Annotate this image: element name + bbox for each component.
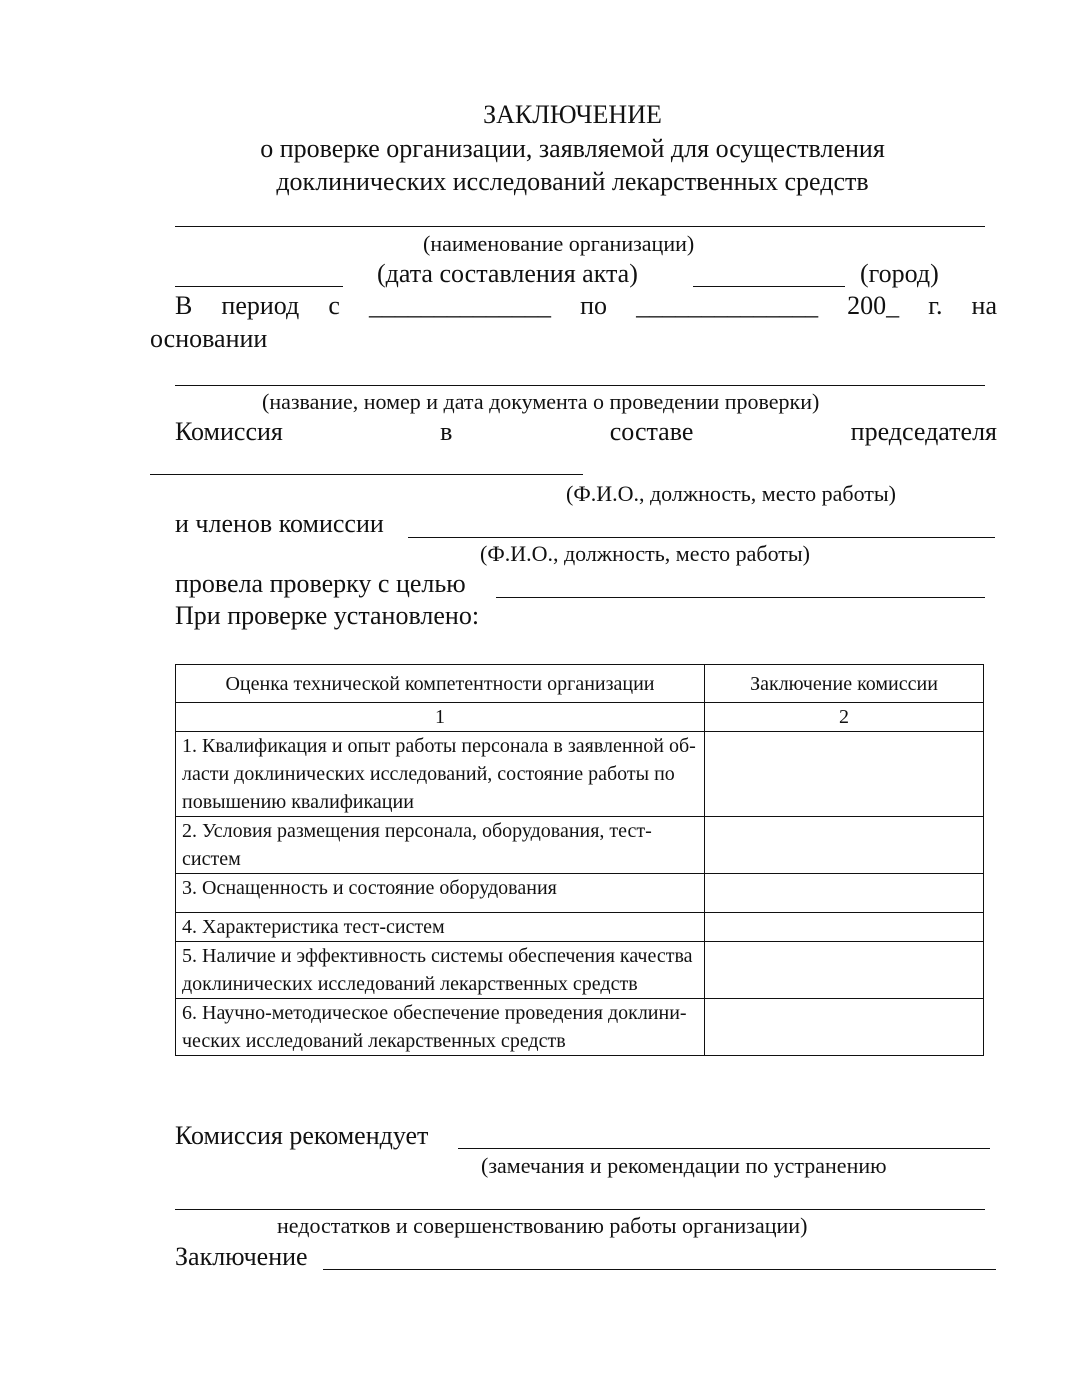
criterion-cell <box>176 732 705 817</box>
period-word-v: В <box>175 291 193 320</box>
document-subtitle-line1: о проверке организации, заявляемой для осуществления <box>260 134 885 163</box>
chairman-caption: (Ф.И.О., должность, место работы) <box>566 481 897 506</box>
recommends-label: Комиссия рекомендует <box>175 1121 429 1150</box>
column-number: 1 <box>176 703 705 732</box>
period-year: 200_ <box>847 291 900 320</box>
act-date-caption: (дата составления акта) <box>377 259 638 288</box>
criterion-cell <box>176 874 705 913</box>
conclusion-cell[interactable] <box>705 942 984 999</box>
criterion-text: 2. Условия размещения персонала, оборудования, тест- <box>182 820 652 842</box>
members-caption: (Ф.И.О., должность, место работы) <box>480 541 811 566</box>
criterion-text: 5. Наличие и эффективность системы обеспечения качества <box>182 945 693 967</box>
city-field[interactable] <box>693 286 845 287</box>
table-row <box>176 817 984 874</box>
period-word-on: на <box>971 291 997 320</box>
period-from-field[interactable]: ______________ <box>368 291 551 320</box>
commission-word-3: составе <box>609 417 694 446</box>
criterion-text: повышению квалификации <box>182 791 414 813</box>
commission-word-1: Комиссия <box>175 417 283 446</box>
commission-word-2: в <box>440 417 453 446</box>
criterion-text: систем <box>182 848 241 870</box>
criterion-cell <box>176 999 705 1056</box>
recommends-field-2[interactable] <box>175 1209 985 1210</box>
table-row <box>176 942 984 999</box>
recommend-caption-1: (замечания и рекомендации по устранению <box>481 1153 887 1178</box>
table-header-cell: Оценка технической компетентности организации <box>176 665 705 703</box>
table-row <box>176 999 984 1056</box>
purpose-field[interactable] <box>496 597 985 598</box>
document-field[interactable] <box>175 385 985 386</box>
conclusion-cell[interactable] <box>705 999 984 1056</box>
commission-line <box>175 417 997 447</box>
criterion-text: 3. Оснащенность и состояние оборудования <box>182 877 557 899</box>
column-number: 2 <box>705 703 984 732</box>
criterion-text: 6. Научно-методическое обеспечение проведения доклини- <box>182 1002 687 1024</box>
table-header-row <box>176 665 984 703</box>
period-word-to: по <box>580 291 607 320</box>
purpose-label: провела проверку с целью <box>175 569 466 598</box>
org-name-field[interactable] <box>175 226 985 227</box>
city-caption: (город) <box>860 259 939 288</box>
criterion-cell <box>176 817 705 874</box>
members-field[interactable] <box>408 537 995 538</box>
document-subtitle-line2: доклинических исследований лекарственных средств <box>276 167 869 196</box>
act-date-field[interactable] <box>175 286 343 287</box>
period-word-period: период <box>221 291 300 320</box>
table-number-row <box>176 703 984 732</box>
criterion-cell <box>176 913 705 942</box>
table-row <box>176 874 984 913</box>
period-line <box>175 291 997 321</box>
conclusion-cell[interactable] <box>705 913 984 942</box>
table-row <box>176 913 984 942</box>
members-label: и членов комиссии <box>175 509 384 538</box>
criterion-text: ческих исследований лекарственных средств <box>182 1030 566 1052</box>
period-word-from: с <box>328 291 340 320</box>
criterion-text: 4. Характеристика тест-систем <box>182 916 445 938</box>
basis-label: основании <box>150 324 268 353</box>
recommends-field[interactable] <box>458 1148 990 1149</box>
criterion-cell <box>176 942 705 999</box>
document-caption: (название, номер и дата документа о проведении проверки) <box>262 389 820 414</box>
criterion-text: 1. Квалификация и опыт работы персонала в заявленной об- <box>182 735 696 757</box>
criterion-text: ласти доклинических исследований, состояние работы по <box>182 763 675 785</box>
commission-word-4: председателя <box>850 417 997 446</box>
chairman-field[interactable] <box>150 474 583 475</box>
conclusion-cell[interactable] <box>705 732 984 817</box>
conclusion-cell[interactable] <box>705 874 984 913</box>
document-title: ЗАКЛЮЧЕНИЕ <box>483 100 662 129</box>
conclusion-field[interactable] <box>323 1269 996 1270</box>
period-word-year-abbr: г. <box>928 291 943 320</box>
table-header-cell: Заключение комиссии <box>705 665 984 703</box>
recommend-caption-2: недостатков и совершенствованию работы организации) <box>277 1213 808 1238</box>
conclusion-cell[interactable] <box>705 817 984 874</box>
conclusion-label: Заключение <box>175 1242 308 1271</box>
criterion-text: доклинических исследований лекарственных средств <box>182 973 638 995</box>
evaluation-table <box>175 664 984 1056</box>
table-row <box>176 732 984 817</box>
period-to-field[interactable]: ______________ <box>636 291 819 320</box>
established-label: При проверке установлено: <box>175 601 480 630</box>
org-name-caption: (наименование организации) <box>423 231 695 256</box>
